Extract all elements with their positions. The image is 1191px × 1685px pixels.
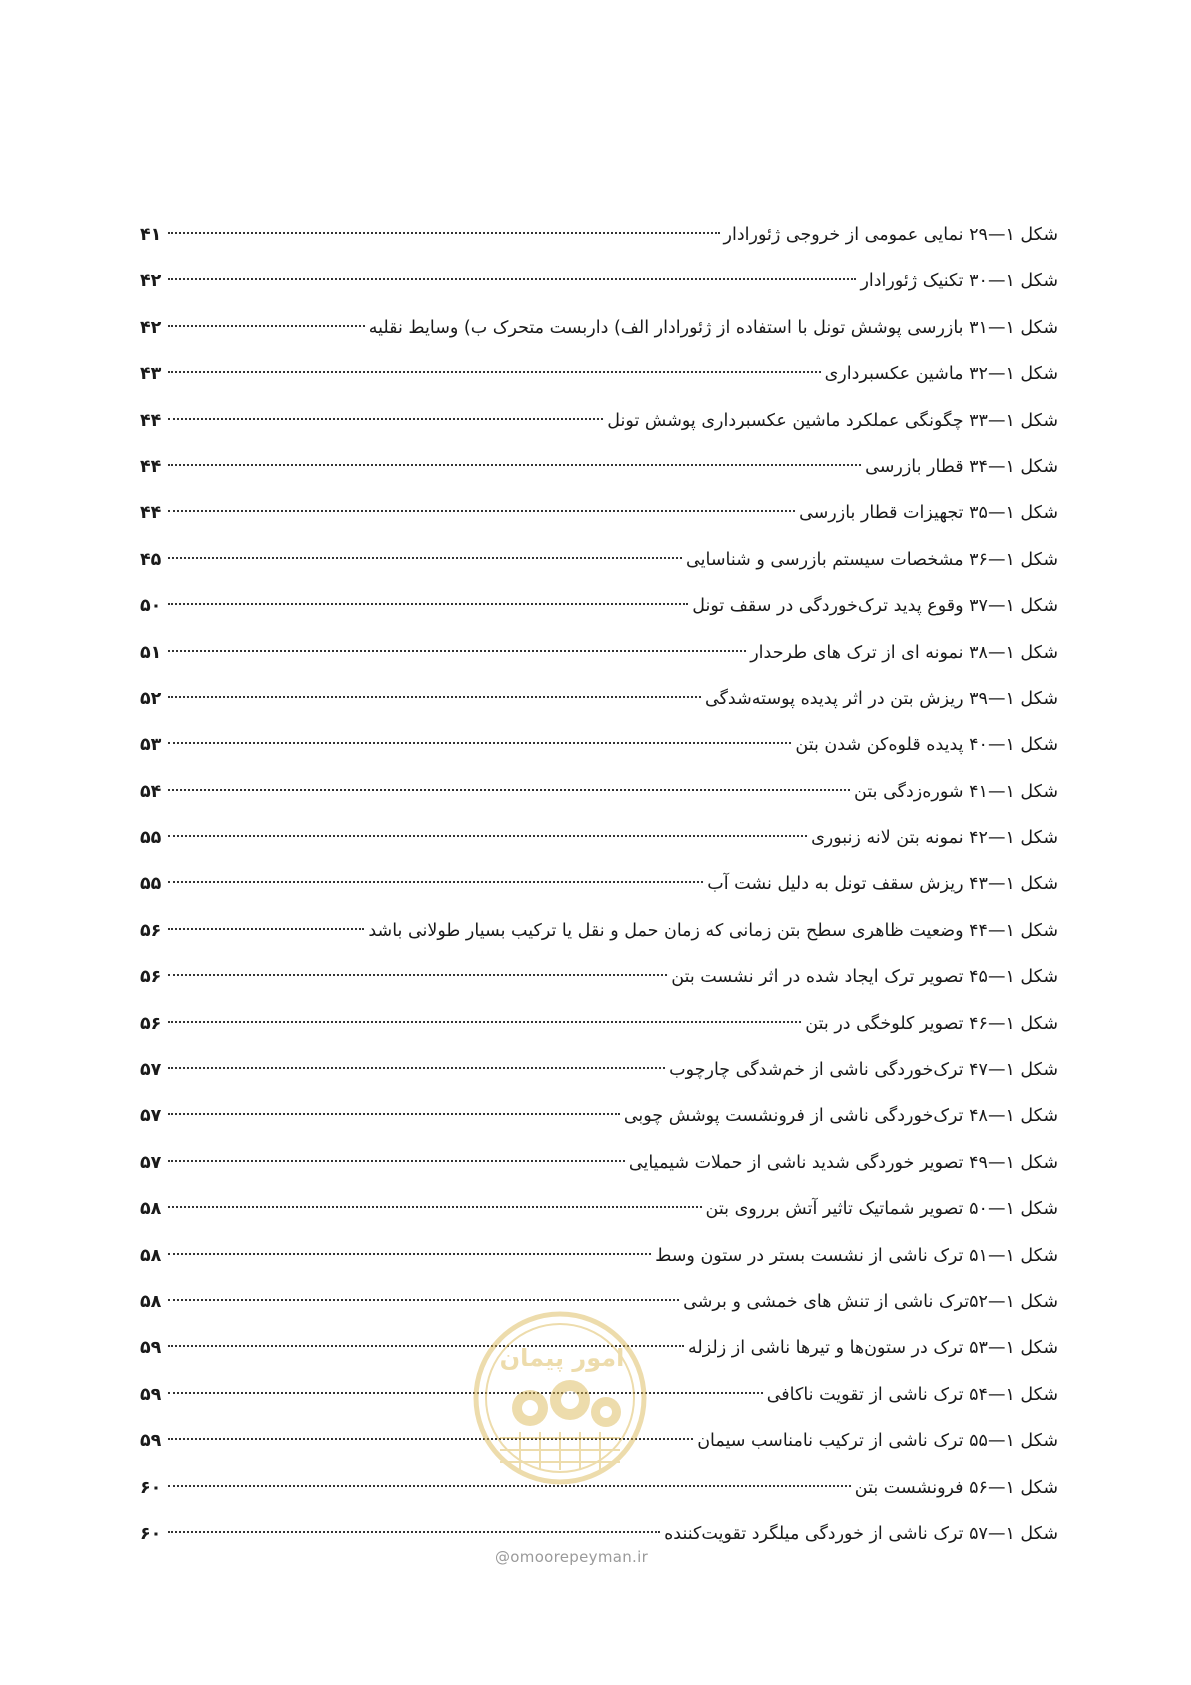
toc-entry-page-number: ۴۴ <box>140 410 162 431</box>
toc-entry[interactable] <box>140 861 1058 907</box>
toc-dot-leader <box>168 1021 801 1023</box>
toc-entry-page-number: ۵۹ <box>140 1338 162 1359</box>
toc-entry-title: شکل ۱—۴۴ وضعیت ظاهری سطح بتن زمانی که زمان حمل و نقل یا ترکیب بسیار طولانی باشد <box>368 920 1058 941</box>
toc-entry-title: شکل ۱—۴۹ تصویر خوردگی شدید ناشی از حملات شیمیایی <box>628 1152 1058 1173</box>
toc-dot-leader <box>168 928 364 930</box>
toc-entry[interactable] <box>140 444 1058 490</box>
toc-entry-title: شکل ۱—۵۳ ترک در ستون‌ها و تیرها ناشی از زلزله <box>688 1338 1058 1359</box>
toc-entry[interactable] <box>140 1093 1058 1139</box>
toc-entry[interactable] <box>140 490 1058 536</box>
toc-entry-title: شکل ۱—۴۱ شوره‌زدگی بتن <box>854 781 1058 802</box>
toc-entry[interactable] <box>140 722 1058 768</box>
toc-entry[interactable] <box>140 676 1058 722</box>
toc-entry[interactable] <box>140 351 1058 397</box>
toc-entry-title: شکل ۱—۴۶ تصویر کلوخگی در بتن <box>805 1013 1058 1034</box>
toc-entry-page-number: ۵۷ <box>140 1106 162 1127</box>
watermark-logo-text: امور پیمان <box>499 1344 625 1372</box>
toc-entry-page-number: ۴۳ <box>140 364 162 385</box>
toc-entry-page-number: ۴۲ <box>140 271 162 292</box>
toc-dot-leader <box>168 650 746 652</box>
toc-entry[interactable] <box>140 398 1058 444</box>
toc-entry-title: شکل ۱—۵۴ ترک ناشی از تقویت ناکافی <box>766 1384 1058 1405</box>
toc-entry[interactable] <box>140 1047 1058 1093</box>
toc-entry-title: شکل ۱—۵۲ترک ناشی از تنش های خمشی و برشی <box>683 1291 1058 1312</box>
toc-dot-leader <box>168 742 791 744</box>
toc-dot-leader <box>168 974 667 976</box>
toc-entry-page-number: ۵۸ <box>140 1291 162 1312</box>
toc-entry-page-number: ۴۴ <box>140 456 162 477</box>
toc-dot-leader <box>168 371 821 373</box>
toc-entry-page-number: ۶۰ <box>140 1477 162 1498</box>
toc-entry-title: شکل ۱—۳۹ ریزش بتن در اثر پدیده پوسته‌شدگی <box>705 688 1058 709</box>
toc-entry-title: شکل ۱—۴۸ ترک‌خوردگی ناشی از فرونشست پوشش چوبی <box>623 1106 1058 1127</box>
toc-entry-title: شکل ۱—۳۵ تجهیزات قطار بازرسی <box>799 503 1058 524</box>
toc-entry-page-number: ۵۹ <box>140 1431 162 1452</box>
toc-dot-leader <box>168 1392 763 1394</box>
toc-entry[interactable] <box>140 258 1058 304</box>
toc-entry-title: شکل ۱—۴۳ ریزش سقف تونل به دلیل نشت آب <box>707 874 1058 895</box>
toc-entry-title: شکل ۱—۵۱ ترک ناشی از نشست بستر در ستون وسط <box>655 1245 1058 1266</box>
toc-entry-title: شکل ۱—۵۶ فرونشست بتن <box>854 1477 1058 1498</box>
toc-dot-leader <box>168 557 682 559</box>
toc-dot-leader <box>168 603 688 605</box>
toc-dot-leader <box>168 232 720 234</box>
toc-dot-leader <box>168 1067 665 1069</box>
toc-dot-leader <box>168 1253 651 1255</box>
toc-entry[interactable] <box>140 815 1058 861</box>
toc-entry[interactable] <box>140 1140 1058 1186</box>
toc-entry[interactable] <box>140 908 1058 954</box>
toc-entry-page-number: ۴۵ <box>140 549 162 570</box>
toc-entry[interactable] <box>140 1186 1058 1232</box>
toc-dot-leader <box>168 1113 620 1115</box>
toc-entry-page-number: ۵۹ <box>140 1384 162 1405</box>
toc-entry-page-number: ۶۰ <box>140 1523 162 1544</box>
toc-entry[interactable] <box>140 1233 1058 1279</box>
toc-entry-page-number: ۵۸ <box>140 1199 162 1220</box>
toc-entry-title: شکل ۱—۴۷ ترک‌خوردگی ناشی از خم‌شدگی چارچوب <box>669 1060 1058 1081</box>
toc-entry[interactable] <box>140 954 1058 1000</box>
toc-entry-page-number: ۴۱ <box>140 225 162 245</box>
watermark-logo <box>470 1308 650 1488</box>
toc-entry-page-number: ۵۶ <box>140 1013 162 1034</box>
toc-entry-page-number: ۵۵ <box>140 874 162 895</box>
toc-dot-leader <box>168 1531 660 1533</box>
toc-entry-title: شکل ۱—۴۵ تصویر ترک ایجاد شده در اثر نشست بتن <box>671 967 1058 988</box>
toc-dot-leader <box>168 1206 702 1208</box>
toc-entry[interactable] <box>140 769 1058 815</box>
toc-dot-leader <box>168 881 703 883</box>
toc-entry[interactable] <box>140 1001 1058 1047</box>
toc-dot-leader <box>168 789 850 791</box>
toc-entry-page-number: ۵۱ <box>140 642 162 663</box>
toc-entry-title: شکل ۱—۵۵ ترک ناشی از ترکیب نامناسب سیمان <box>697 1431 1058 1452</box>
toc-entry-page-number: ۵۶ <box>140 920 162 941</box>
toc-dot-leader <box>168 464 861 466</box>
toc-entry-page-number: ۵۸ <box>140 1245 162 1266</box>
toc-entry-title: شکل ۱—۵۰ تصویر شماتیک تاثیر آتش برروی بتن <box>705 1199 1058 1220</box>
toc-entry-title: شکل ۱—۳۲ ماشین عکسبرداری <box>824 364 1058 385</box>
toc-entry-title: شکل ۱—۵۷ ترک ناشی از خوردگی میلگرد تقویت‌کننده <box>664 1523 1058 1544</box>
toc-entry-title: شکل ۱—۳۳ چگونگی عملکرد ماشین عکسبرداری پوشش تونل <box>607 410 1058 431</box>
watermark-url: @omoorepeyman.ir <box>495 1548 649 1566</box>
toc-entry-title: شکل ۱—۴۲ نمونه بتن لانه زنبوری <box>811 828 1058 849</box>
toc-entry[interactable] <box>140 212 1058 258</box>
toc-entry-page-number: ۵۷ <box>140 1152 162 1173</box>
toc-dot-leader <box>168 1299 679 1301</box>
toc-entry-title: شکل ۱—۲۹ نمایی عمومی از خروجی ژئورادار <box>723 225 1058 245</box>
toc-entry-page-number: ۵۴ <box>140 781 162 802</box>
toc-entry-title: شکل ۱—۳۱ بازرسی پوشش تونل با استفاده از ژئورادار الف) داربست متحرک ب) وسایط نقلیه <box>368 317 1058 338</box>
toc-entry-page-number: ۵۰ <box>140 596 162 617</box>
toc-entry-title: شکل ۱—۴۰ پدیده قلوه‌کن شدن بتن <box>795 735 1058 756</box>
toc-entry-title: شکل ۱—۳۷ وقوع پدید ترک‌خوردگی در سقف تونل <box>692 596 1058 617</box>
toc-entry-page-number: ۵۶ <box>140 967 162 988</box>
toc-dot-leader <box>168 325 365 327</box>
toc-entry-title: شکل ۱—۳۰ تکنیک ژئورادار <box>860 271 1058 292</box>
toc-entry-page-number: ۵۲ <box>140 688 162 709</box>
toc-entry[interactable] <box>140 583 1058 629</box>
toc-dot-leader <box>168 418 603 420</box>
toc-entry-title: شکل ۱—۳۴ قطار بازرسی <box>865 456 1058 477</box>
toc-dot-leader <box>168 510 795 512</box>
toc-entry[interactable] <box>140 537 1058 583</box>
toc-entry-title: شکل ۱—۳۶ مشخصات سیستم بازرسی و شناسایی <box>686 549 1058 570</box>
toc-entry[interactable] <box>140 630 1058 676</box>
toc-dot-leader <box>168 278 856 280</box>
toc-dot-leader <box>168 835 807 837</box>
toc-entry-page-number: ۵۷ <box>140 1060 162 1081</box>
toc-entry-page-number: ۴۲ <box>140 317 162 338</box>
toc-entry-title: شکل ۱—۳۸ نمونه ای از ترک های طرحدار <box>750 642 1058 663</box>
toc-dot-leader <box>168 696 701 698</box>
toc-entry-page-number: ۴۴ <box>140 503 162 524</box>
toc-entry[interactable] <box>140 305 1058 351</box>
toc-entry-page-number: ۵۳ <box>140 735 162 756</box>
toc-dot-leader <box>168 1160 625 1162</box>
toc-entry-page-number: ۵۵ <box>140 828 162 849</box>
